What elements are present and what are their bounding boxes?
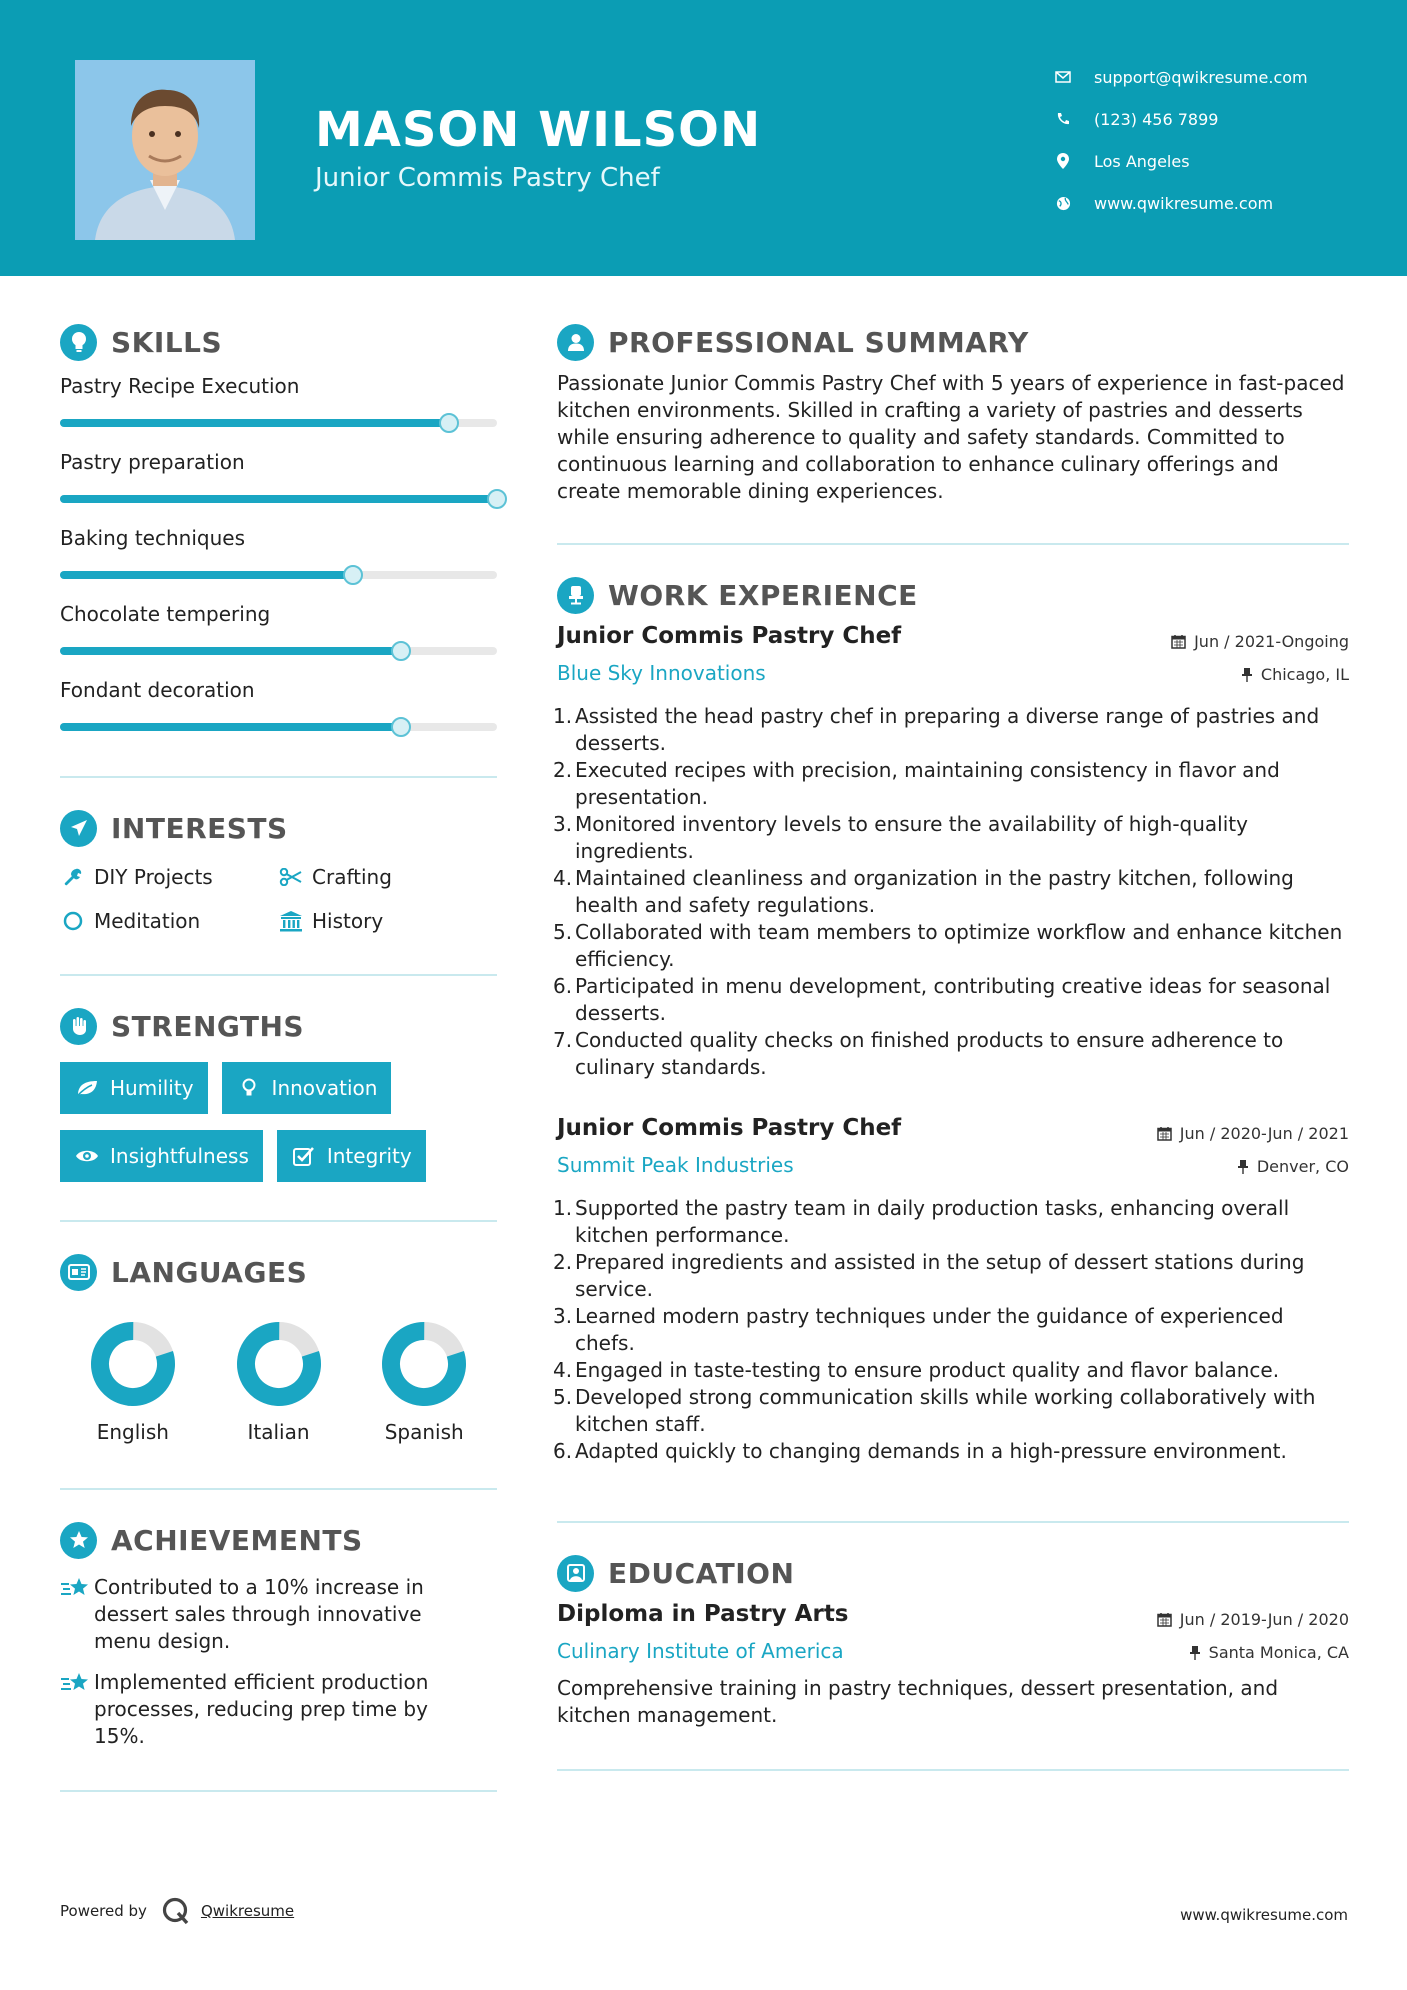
contact-website[interactable] <box>1052 182 1308 224</box>
achievement-item <box>60 1669 497 1750</box>
summary-heading <box>557 320 1349 364</box>
skill-bar-fill <box>60 419 449 427</box>
language-name: Spanish <box>384 1420 464 1444</box>
skill-item <box>60 678 497 754</box>
job-bullet: 4. Engaged in taste-testing to ensure product quality and flavor balance. <box>553 1358 1280 1382</box>
skill-item <box>60 450 497 526</box>
experience-title: WORK EXPERIENCE <box>608 578 918 612</box>
skill-bar-fill <box>60 495 497 503</box>
education-location-text: Santa Monica, CA <box>1208 1643 1349 1662</box>
job-title: Junior Commis Pastry Chef <box>557 1115 902 1141</box>
job-bullet: 4. Maintained cleanliness and organization in the pastry kitchen, following health and safety regulations. <box>553 866 1294 917</box>
language-level-donut <box>235 1320 323 1408</box>
achievements-title: ACHIEVEMENTS <box>111 1523 363 1557</box>
graduate-icon <box>557 1555 594 1592</box>
footer-powered-by <box>60 1896 294 1926</box>
education-dates-text: Jun / 2019-Jun / 2020 <box>1179 1610 1349 1629</box>
job-bullet: 1. Supported the pastry team in daily production tasks, enhancing overall kitchen performance. <box>553 1196 1290 1247</box>
skill-bar-fill <box>60 571 353 579</box>
languages-list <box>60 1320 497 1444</box>
lightbulb-icon <box>236 1075 262 1101</box>
language-item <box>351 1320 497 1444</box>
job-bullet: 1. Assisted the head pastry chef in preparing a diverse range of pastries and desserts. <box>553 704 1320 755</box>
language-name: Italian <box>247 1420 310 1444</box>
interests-heading <box>60 806 497 850</box>
job-bullet: 3. Learned modern pastry techniques under the guidance of experienced chefs. <box>553 1304 1284 1355</box>
skill-item <box>60 602 497 678</box>
candidate-name: MASON WILSON <box>315 102 762 158</box>
skill-bar <box>60 419 497 427</box>
job-bullet: 6. Participated in menu development, contributing creative ideas for seasonal desserts. <box>553 974 1331 1025</box>
education-description: Comprehensive training in pastry techniques, dessert presentation, and kitchen management. <box>557 1676 1279 1727</box>
skills-title: SKILLS <box>111 325 223 359</box>
bank-icon <box>278 908 304 934</box>
achievements-list <box>60 1574 497 1750</box>
strength-chip <box>222 1062 392 1114</box>
lightbulb-icon <box>60 324 97 361</box>
section-divider <box>557 1769 1349 1771</box>
right-column <box>553 320 1349 1771</box>
calendar-icon <box>1157 1126 1172 1141</box>
contact-email[interactable] <box>1052 56 1308 98</box>
skill-bar-fill <box>60 723 401 731</box>
interest-item <box>60 862 278 892</box>
languages-title: LANGUAGES <box>111 1255 308 1289</box>
skill-bar-knob <box>439 413 459 433</box>
achievement-item <box>60 1574 497 1655</box>
job-location-text: Chicago, IL <box>1260 665 1349 684</box>
language-item <box>206 1320 352 1444</box>
section-divider <box>60 1790 497 1792</box>
education-location <box>1157 1636 1349 1669</box>
interest-item <box>278 862 496 892</box>
skill-bar-knob <box>391 641 411 661</box>
powered-by-text: Powered by <box>60 1902 147 1920</box>
summary-title: PROFESSIONAL SUMMARY <box>608 325 1029 359</box>
job-entry <box>553 623 1349 1081</box>
job-location <box>1171 658 1349 691</box>
candidate-role: Junior Commis Pastry Chef <box>315 163 660 193</box>
interest-item <box>60 906 278 936</box>
contact-list <box>1052 56 1308 224</box>
contact-phone-text: (123) 456 7899 <box>1094 109 1219 129</box>
scissors-icon <box>278 864 304 890</box>
job-bullet: 2. Prepared ingredients and assisted in the setup of dessert stations during service. <box>553 1250 1305 1301</box>
strength-chip <box>60 1130 263 1182</box>
shooting-star-icon <box>60 1669 94 1750</box>
circle-icon <box>60 908 86 934</box>
job-bullet: 5. Collaborated with team members to optimize workflow and enhance kitchen efficiency. <box>553 920 1343 971</box>
calendar-icon <box>1157 1612 1172 1627</box>
wrench-icon <box>60 864 86 890</box>
degree-title: Diploma in Pastry Arts <box>557 1601 849 1627</box>
education-meta <box>1157 1603 1349 1669</box>
job-bullets <box>553 703 1349 1081</box>
contact-website-text: www.qwikresume.com <box>1094 193 1274 213</box>
section-divider <box>60 1220 497 1222</box>
skill-name: Fondant decoration <box>60 678 255 702</box>
interest-label: Meditation <box>94 909 201 933</box>
summary-text: Passionate Junior Commis Pastry Chef with 5 years of experience in fast-paced kitchen environments. Skilled in crafting a variety of pastries and desserts while ensuring adherence to quality and safety standards. Committed to continuous learning and collaboration to enhance culinary offerings and create memorable dining experiences. <box>557 371 1345 503</box>
envelope-icon <box>1052 66 1074 88</box>
interest-label: Crafting <box>312 865 392 889</box>
strength-label: Humility <box>110 1076 194 1100</box>
language-level-donut <box>380 1320 468 1408</box>
language-level-donut <box>89 1320 177 1408</box>
section-divider <box>60 974 497 976</box>
section-divider <box>557 1521 1349 1523</box>
profile-photo <box>75 60 255 240</box>
job-bullets <box>553 1195 1349 1465</box>
shooting-star-icon <box>60 1574 94 1655</box>
strengths-list <box>60 1062 497 1182</box>
achievement-text: Implemented efficient production processes, reducing prep time by 15%. <box>94 1670 429 1748</box>
contact-location-text: Los Angeles <box>1094 151 1190 171</box>
experience-heading <box>557 573 1349 617</box>
job-bullet: 7. Conducted quality checks on finished products to ensure adherence to culinary standards. <box>553 1028 1284 1079</box>
job-bullet: 5. Developed strong communication skills while working collaboratively with kitchen staff. <box>553 1385 1316 1436</box>
skill-bar <box>60 723 497 731</box>
leaf-icon <box>74 1075 100 1101</box>
education-title: EDUCATION <box>608 1556 795 1590</box>
interest-label: History <box>312 909 384 933</box>
job-bullet: 2. Executed recipes with precision, maintaining consistency in flavor and presentation. <box>553 758 1280 809</box>
job-location-text: Denver, CO <box>1256 1157 1349 1176</box>
job-title: Junior Commis Pastry Chef <box>557 623 902 649</box>
skills-heading <box>60 320 497 364</box>
strength-label: Innovation <box>271 1076 378 1100</box>
contact-email-text: support@qwikresume.com <box>1094 67 1308 87</box>
languages-heading <box>60 1250 497 1294</box>
skill-name: Pastry Recipe Execution <box>60 374 300 398</box>
skill-bar <box>60 495 497 503</box>
skill-name: Pastry preparation <box>60 450 245 474</box>
job-location <box>1157 1150 1349 1183</box>
check-square-icon <box>291 1143 317 1169</box>
education-dates <box>1157 1603 1349 1636</box>
brand-link[interactable]: Qwikresume <box>200 1902 295 1920</box>
eye-icon <box>74 1143 100 1169</box>
skill-bar <box>60 647 497 655</box>
qwikresume-logo-icon <box>161 1896 191 1926</box>
skill-bar-knob <box>487 489 507 509</box>
skill-bar-knob <box>391 717 411 737</box>
pushpin-icon <box>1241 667 1253 682</box>
interests-title: INTERESTS <box>111 811 288 845</box>
job-meta <box>1171 625 1349 691</box>
user-icon <box>557 324 594 361</box>
job-entry <box>553 1115 1349 1465</box>
chair-icon <box>557 577 594 614</box>
contact-location <box>1052 140 1308 182</box>
job-dates-text: Jun / 2021-Ongoing <box>1194 632 1349 651</box>
map-pin-icon <box>1052 150 1074 172</box>
skills-list <box>60 374 497 754</box>
skill-item <box>60 374 497 450</box>
star-badge-icon <box>60 1522 97 1559</box>
skill-name: Baking techniques <box>60 526 245 550</box>
pushpin-icon <box>1189 1645 1201 1660</box>
skill-item <box>60 526 497 602</box>
job-bullet: 3. Monitored inventory levels to ensure the availability of high-quality ingredients. <box>553 812 1248 863</box>
hand-icon <box>60 1008 97 1045</box>
paper-plane-icon <box>60 810 97 847</box>
interest-label: DIY Projects <box>94 865 213 889</box>
job-meta <box>1157 1117 1349 1183</box>
skill-name: Chocolate tempering <box>60 602 271 626</box>
phone-icon <box>1052 108 1074 130</box>
left-column <box>60 320 497 1792</box>
strength-chip <box>60 1062 208 1114</box>
interests-grid <box>60 862 497 936</box>
globe-icon <box>1052 192 1074 214</box>
achievement-text: Contributed to a 10% increase in dessert sales through innovative menu design. <box>94 1575 424 1653</box>
strengths-title: STRENGTHS <box>111 1009 305 1043</box>
achievements-heading <box>60 1518 497 1562</box>
section-divider <box>60 1488 497 1490</box>
interest-item <box>278 906 496 936</box>
job-dates-text: Jun / 2020-Jun / 2021 <box>1179 1124 1349 1143</box>
school-name: Culinary Institute of America <box>557 1639 844 1663</box>
job-company: Summit Peak Industries <box>557 1153 794 1177</box>
contact-phone[interactable] <box>1052 98 1308 140</box>
skill-bar <box>60 571 497 579</box>
footer-website[interactable]: www.qwikresume.com <box>1180 1906 1348 1924</box>
language-name: English <box>96 1420 169 1444</box>
job-company: Blue Sky Innovations <box>557 661 766 685</box>
language-item <box>60 1320 206 1444</box>
section-divider <box>60 776 497 778</box>
pushpin-icon <box>1237 1159 1249 1174</box>
job-dates <box>1157 1117 1349 1150</box>
strengths-heading <box>60 1004 497 1048</box>
job-dates <box>1171 625 1349 658</box>
strength-chip <box>277 1130 426 1182</box>
skill-bar-knob <box>343 565 363 585</box>
job-bullet: 6. Adapted quickly to changing demands in a high-pressure environment. <box>553 1439 1287 1463</box>
resume-header <box>0 0 1407 276</box>
strength-label: Insightfulness <box>110 1144 249 1168</box>
skill-bar-fill <box>60 647 401 655</box>
strength-label: Integrity <box>326 1144 412 1168</box>
language-icon <box>60 1254 97 1291</box>
education-heading <box>557 1551 1349 1595</box>
education-entry <box>557 1601 1349 1729</box>
calendar-icon <box>1171 634 1186 649</box>
section-divider <box>557 543 1349 545</box>
